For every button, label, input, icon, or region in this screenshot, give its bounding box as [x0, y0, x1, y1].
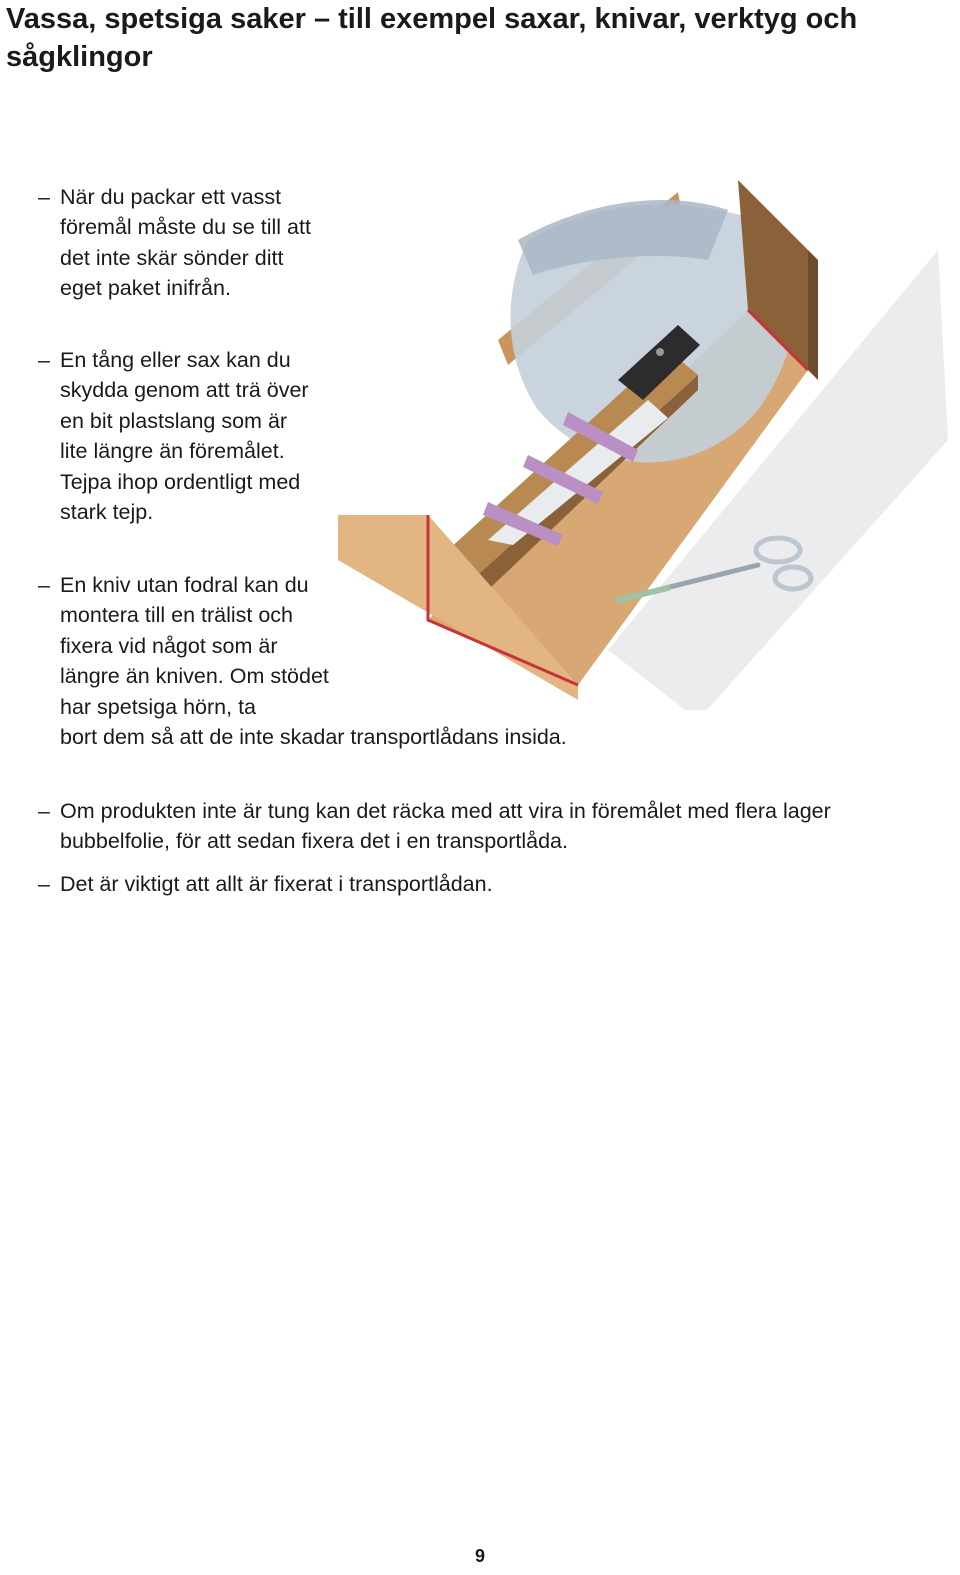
bullet-text-continuation: bort dem så att de inte skadar transportlådans insida. [60, 725, 567, 750]
bullet-item [38, 345, 318, 527]
knife-rivet [656, 348, 664, 356]
bullet-dash: – [38, 799, 50, 823]
bullet-item [38, 570, 678, 752]
bullet-item [38, 869, 938, 899]
bullet-item [38, 796, 938, 857]
page-title: Vassa, spetsiga saker – till exempel saxar, knivar, verktyg och sågklingor [6, 3, 858, 73]
bullet-dash: – [38, 573, 50, 597]
bullet-text: När du packar ett vasst föremål måste du se till att det inte skär sönder ditt eget paket inifrån. [60, 185, 311, 301]
bullet-item [38, 182, 318, 304]
bullet-dash: – [38, 185, 50, 209]
bullet-dash: – [38, 872, 50, 896]
bullet-dash: – [38, 348, 50, 372]
bullet-text: En tång eller sax kan du skydda genom att trä över en bit plastslang som är lite längre än föremålet. Tejpa ihop ordentligt med stark tejp. [60, 348, 309, 525]
page-number: 9 [474, 1546, 485, 1566]
bullet-text: Om produkten inte är tung kan det räcka med att vira in föremålet med flera lager bubbelfolie, för att sedan fixera det i en transportlåda. [60, 799, 831, 854]
bullet-text: Det är viktigt att allt är fixerat i transportlådan. [60, 872, 493, 896]
bullet-text: En kniv utan fodral kan du montera till en trälist och fixera vid något som är längre än kniven. Om stödet har spetsiga hörn, ta [60, 573, 329, 719]
box-end-wall-face [808, 250, 818, 380]
